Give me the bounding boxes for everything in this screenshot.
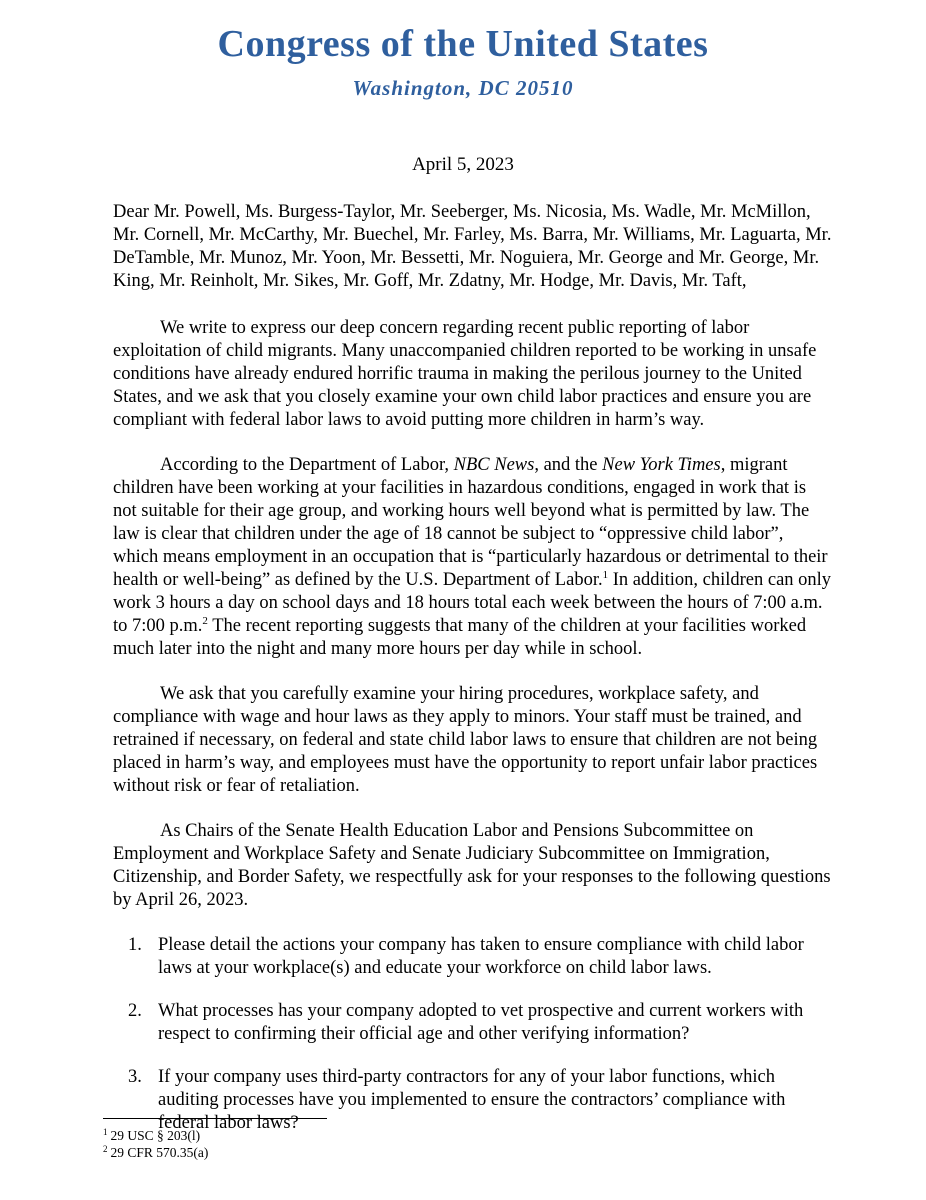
footnote-ref-1[interactable]: 1: [602, 568, 609, 581]
question-number: 2.: [128, 1001, 142, 1021]
footnote-mark: 1: [103, 1126, 108, 1137]
paragraph-reporting: [113, 454, 833, 661]
question-item: [113, 1000, 833, 1046]
p2-text-a: According to the Department of Labor,: [160, 455, 454, 475]
p2-nyt: New York Times: [602, 455, 721, 475]
footnote-divider: [103, 1118, 327, 1119]
footnote-ref-2[interactable]: 2: [202, 614, 208, 627]
question-number: 1.: [128, 935, 142, 955]
p2-text-g: The recent reporting suggests that many of the children at your facilities worked much later into the night and many more hours per day while in school.: [113, 616, 807, 659]
p2-text-c: , and the: [534, 455, 603, 475]
p2-text-f: In addition, children can only work 3 hours a day on school days and 18 hours total each week between the hours of 7:00 a.m. to 7:00 p.m.: [113, 570, 832, 636]
letter-body: [110, 201, 833, 1155]
footnotes: [103, 1127, 208, 1161]
footnote-2: [103, 1144, 208, 1161]
question-text: What processes has your company adopted to vet prospective and current workers with respect to confirming their official age and other verifying information?: [158, 1001, 804, 1044]
paragraph-concern: We write to express our deep concern regarding recent public reporting of labor exploitation of child migrants. Many unaccompanied children reported to be working in unsafe conditions have already endured horrific trauma in making the perilous journey to the United States, and we ask that you closely examine your own child labor practices and ensure you are compliant with federal labor laws to avoid putting more children in harm’s way.: [113, 318, 817, 430]
questions-list: [113, 934, 833, 1135]
footnote-1: [103, 1127, 208, 1144]
footnote-text: 29 USC § 203(l): [110, 1128, 201, 1143]
salutation: Dear Mr. Powell, Ms. Burgess-Taylor, Mr. Seeberger, Ms. Nicosia, Ms. Wadle, Mr. McMillon, Mr. Cornell, Mr. McCarthy, Mr. Buechel, Mr. Farley, Ms. Barra, Mr. Williams, Mr. Laguarta, Mr. DeTamble, Mr. Munoz, Mr. Yoon, Mr. Bessetti, Mr. Noguiera, Mr. George and Mr. George, Mr. King, Mr. Reinholt, Mr. Sikes, Mr. Goff, Mr. Zdatny, Mr. Hodge, Mr. Davis, Mr. Taft,: [113, 202, 832, 291]
paragraph-request: We ask that you carefully examine your hiring procedures, workplace safety, and compliance with wage and hour laws as they apply to minors. Your staff must be trained, and retrained if necessary, on federal and state child labor laws to ensure that children are not being placed in harm’s way, and employees must have the opportunity to report unfair labor practices without risk or fear of retaliation.: [113, 684, 818, 796]
letter-date: April 5, 2023: [412, 154, 514, 175]
question-text: If your company uses third-party contractors for any of your labor functions, which auditing processes have you implemented to ensure the contractors’ compliance with federal labor laws?: [158, 1067, 786, 1133]
question-text: Please detail the actions your company has taken to ensure compliance with child labor laws at your workplace(s) and educate your workforce on child labor laws.: [158, 935, 804, 978]
paragraph-chairs: As Chairs of the Senate Health Education Labor and Pensions Subcommittee on Employment and Workplace Safety and Senate Judiciary Subcommittee on Immigration, Citizenship, and Border Safety, we respectfully ask for your responses to the following questions by April 26, 2023.: [113, 821, 831, 910]
question-item: [113, 934, 833, 980]
question-item: [113, 1066, 833, 1135]
letterhead-address: Washington, DC 20510: [352, 76, 574, 100]
question-number: 3.: [128, 1067, 142, 1087]
letterhead-title: Congress of the United States: [217, 23, 709, 65]
footnote-mark: 2: [103, 1143, 108, 1154]
p2-text-e: , migrant children have been working at your facilities in hazardous conditions, engaged in work that is not suitable for their age group, and working hours well beyond what is permitted by law. The law is clear that children under the age of 18 cannot be subject to “oppressive child labor”, which means employment in an occupation that is “particularly hazardous or detrimental to their health or well-being” as defined by the U.S. Department of Labor.: [113, 455, 828, 590]
p2-nbc-news: NBC News: [453, 455, 535, 475]
footnote-text: 29 CFR 570.35(a): [110, 1145, 209, 1160]
